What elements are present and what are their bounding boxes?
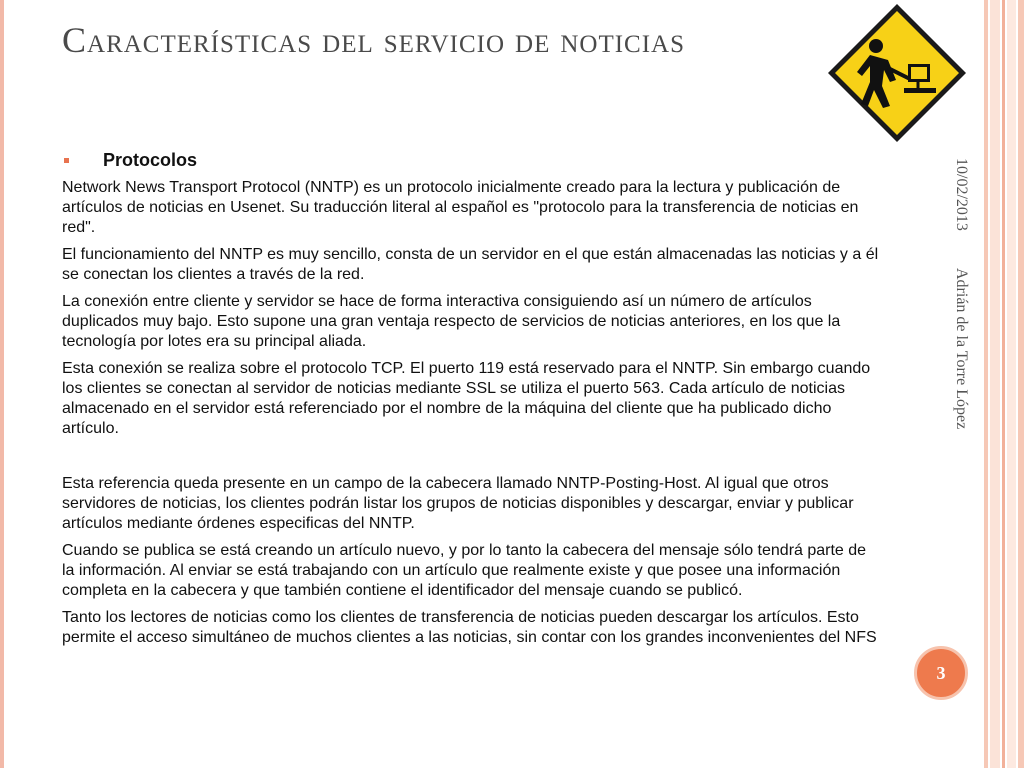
section-heading-row xyxy=(62,150,882,170)
paragraph: Esta conexión se realiza sobre el protocolo TCP. El puerto 119 está reservado para el NNTP. Sin embargo cuando los clientes se conectan al servidor de noticias mediante SSL se utiliza el puerto 563. Cada artículo de noticias almacenado en el servidor está referenciado por el nombre de la máquina del cliente que ha publicado dicho artículo. xyxy=(62,360,871,437)
paragraph: Tanto los lectores de noticias como los clientes de transferencia de noticias pueden descargar los artículos. Esto permite el acceso simultáneo de muchos clientes a las noticias, sin contar con los grandes inconvenientes del NFS xyxy=(62,609,877,646)
paragraph: Cuando se publica se está creando un artículo nuevo, y por lo tanto la cabecera del mensaje sólo tendrá parte de la información. Al enviar se está trabajando con un artículo que realmente existe y que posee una información completa en la cabecera y que también contiene el identificador del mensaje cuando se publicó. xyxy=(62,542,867,599)
slide-body xyxy=(62,150,882,655)
paragraph: El funcionamiento del NNTP es muy sencillo, consta de un servidor en el que están almacenadas las noticias y a él se conectan los clientes a través de la red. xyxy=(62,246,879,283)
paragraph: Esta referencia queda presente en un campo de la cabecera llamado NNTP-Posting-Host. Al igual que otros servidores de noticias, los clientes podrán listar los grupos de noticias disponibles y descargar, enviar y publicar artículos mediante órdenes especificas del NNTP. xyxy=(62,475,854,532)
bullet-icon xyxy=(64,158,69,163)
section-heading: Protocolos xyxy=(103,150,198,170)
right-decoration xyxy=(984,0,1024,768)
paragraph: Network News Transport Protocol (NNTP) es un protocolo inicialmente creado para la lectura y publicación de artículos de noticias en Usenet. Su traducción literal al español es "protocolo para la transferencia de noticias en red". xyxy=(62,179,859,236)
slide-author: Adrián de la Torre López xyxy=(953,268,970,430)
slide-title: Características del servicio de noticias xyxy=(62,20,686,60)
left-border xyxy=(0,0,4,768)
slide-date: 10/02/2013 xyxy=(953,158,970,231)
page-number-badge: 3 xyxy=(914,646,968,700)
paragraph: La conexión entre cliente y servidor se hace de forma interactiva consiguiendo así un número de artículos duplicados muy bajo. Esto supone una gran ventaja respecto de servicios de noticias anteriores, en los que la tecnología por lotes era su principal aliada. xyxy=(62,293,841,350)
under-construction-sign-icon xyxy=(826,2,968,144)
